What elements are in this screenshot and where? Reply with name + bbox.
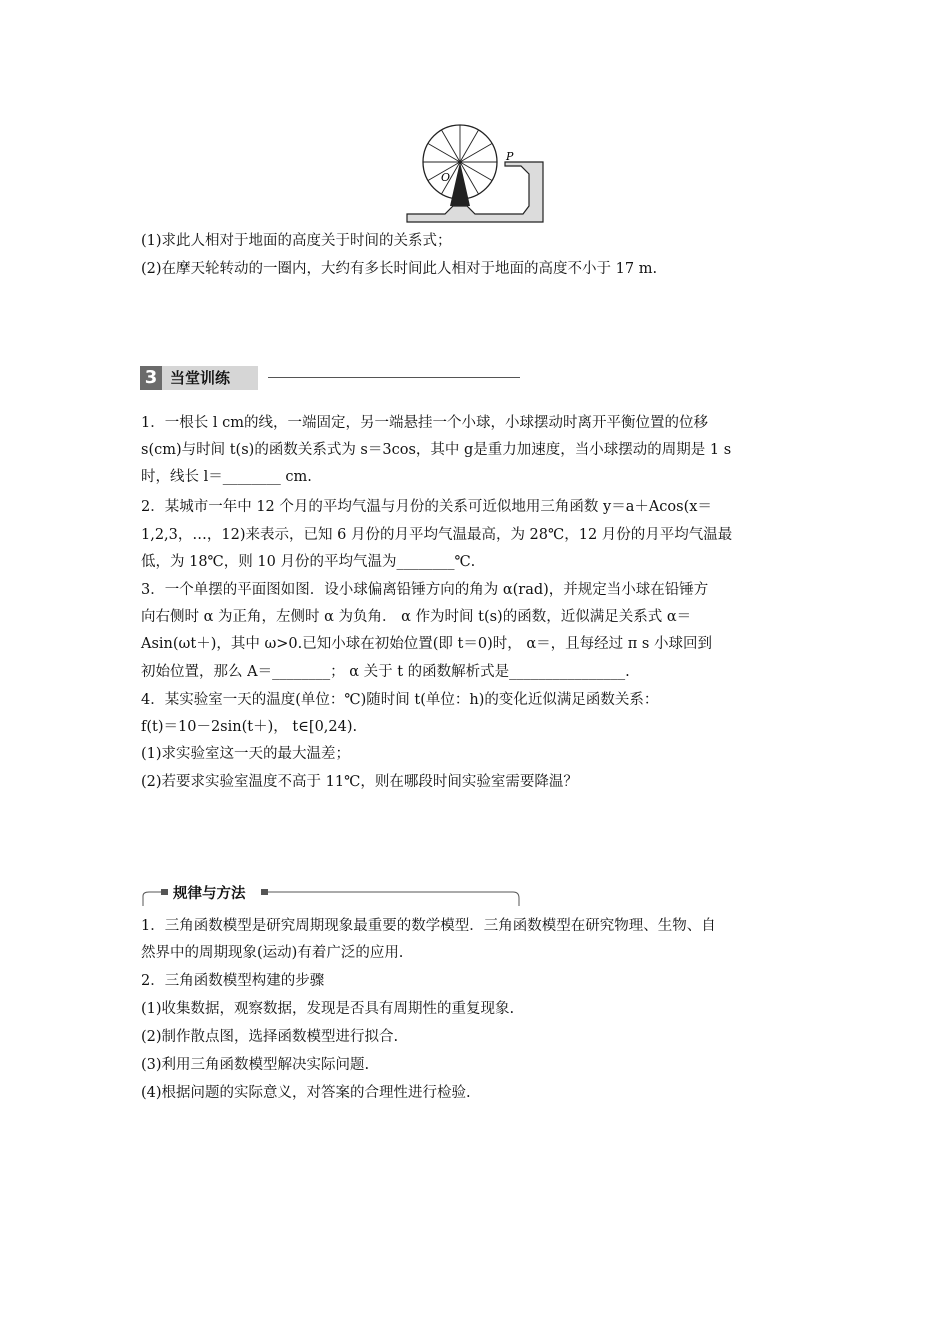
- method-line: 然界中的周期现象(运动)有着广泛的应用.: [141, 945, 404, 961]
- method-line: (4)根据问题的实际意义，对答案的合理性进行检验.: [141, 1085, 471, 1101]
- exercise-line: 低，为 18℃，则 10 月份的平均气温为________℃.: [141, 554, 476, 570]
- exercise-line: 1,2,3，…，12)来表示，已知 6 月份的月平均气温最高，为 28℃，12 月份的月平均气温最: [141, 527, 733, 543]
- method-line: 1．三角函数模型是研究周期现象最重要的数学模型．三角函数模型在研究物理、生物、自: [141, 918, 716, 934]
- section-rule: [268, 377, 520, 378]
- top-question-1: (1)求此人相对于地面的高度关于时间的关系式；: [141, 233, 452, 249]
- exercise-line: 3．一个单摆的平面图如图．设小球偏离铅锤方向的角为 α(rad)，并规定当小球在铅锤方: [141, 582, 709, 598]
- label-o: O: [441, 171, 451, 184]
- exercise-line: (1)求实验室这一天的最大温差；: [141, 746, 351, 762]
- method-line: (2)制作散点图，选择函数模型进行拟合.: [141, 1029, 399, 1045]
- top-question-2: (2)在摩天轮转动的一圈内，大约有多长时间此人相对于地面的高度不小于 17 m.: [141, 261, 658, 277]
- exercise-line: 向右侧时 α 为正角，左侧时 α 为负角． α 作为时间 t(s)的函数，近似满足关系式 α＝: [141, 609, 692, 625]
- exercise-line: Asin(ωt＋)，其中 ω>0.已知小球在初始位置(即 t＝0)时， α＝，且每经过 π s 小球回到: [141, 636, 712, 652]
- section-title: 当堂训练: [162, 366, 258, 390]
- exercise-line: 初始位置，那么 A＝________； α 关于 t 的函数解析式是________________.: [141, 664, 630, 680]
- exercise-line: 时，线长 l＝________ cm.: [141, 469, 312, 485]
- method-line: (3)利用三角函数模型解决实际问题.: [141, 1057, 370, 1073]
- exercise-line: 1．一根长 l cm的线，一端固定，另一端悬挂一个小球，小球摆动时离开平衡位置的位移: [141, 415, 708, 431]
- exercise-line: f(t)＝10－2sin(t＋)， t∈[0,24).: [141, 719, 358, 735]
- exercise-line: s(cm)与时间 t(s)的函数关系式为 s＝3cos，其中 g是重力加速度，当小球摆动的周期是 1 s: [141, 442, 732, 458]
- section-number: 3: [140, 366, 162, 390]
- exercise-line: 2．某城市一年中 12 个月的平均气温与月份的关系可近似地用三角函数 y＝a＋Acos(x＝: [141, 499, 712, 515]
- label-p: P: [506, 150, 514, 163]
- wheel-stand: [450, 162, 470, 206]
- exercise-line: 4．某实验室一天的温度(单位：℃)随时间 t(单位：h)的变化近似满足函数关系：: [141, 692, 659, 708]
- ferris-wheel-figure: [405, 124, 550, 224]
- method-line: (1)收集数据，观察数据，发现是否具有周期性的重复现象.: [141, 1001, 515, 1017]
- method-box: [141, 884, 521, 908]
- method-title: 规律与方法: [173, 886, 246, 902]
- method-line: 2．三角函数模型构建的步骤: [141, 973, 325, 989]
- exercise-line: (2)若要求实验室温度不高于 11℃，则在哪段时间实验室需要降温？: [141, 774, 578, 790]
